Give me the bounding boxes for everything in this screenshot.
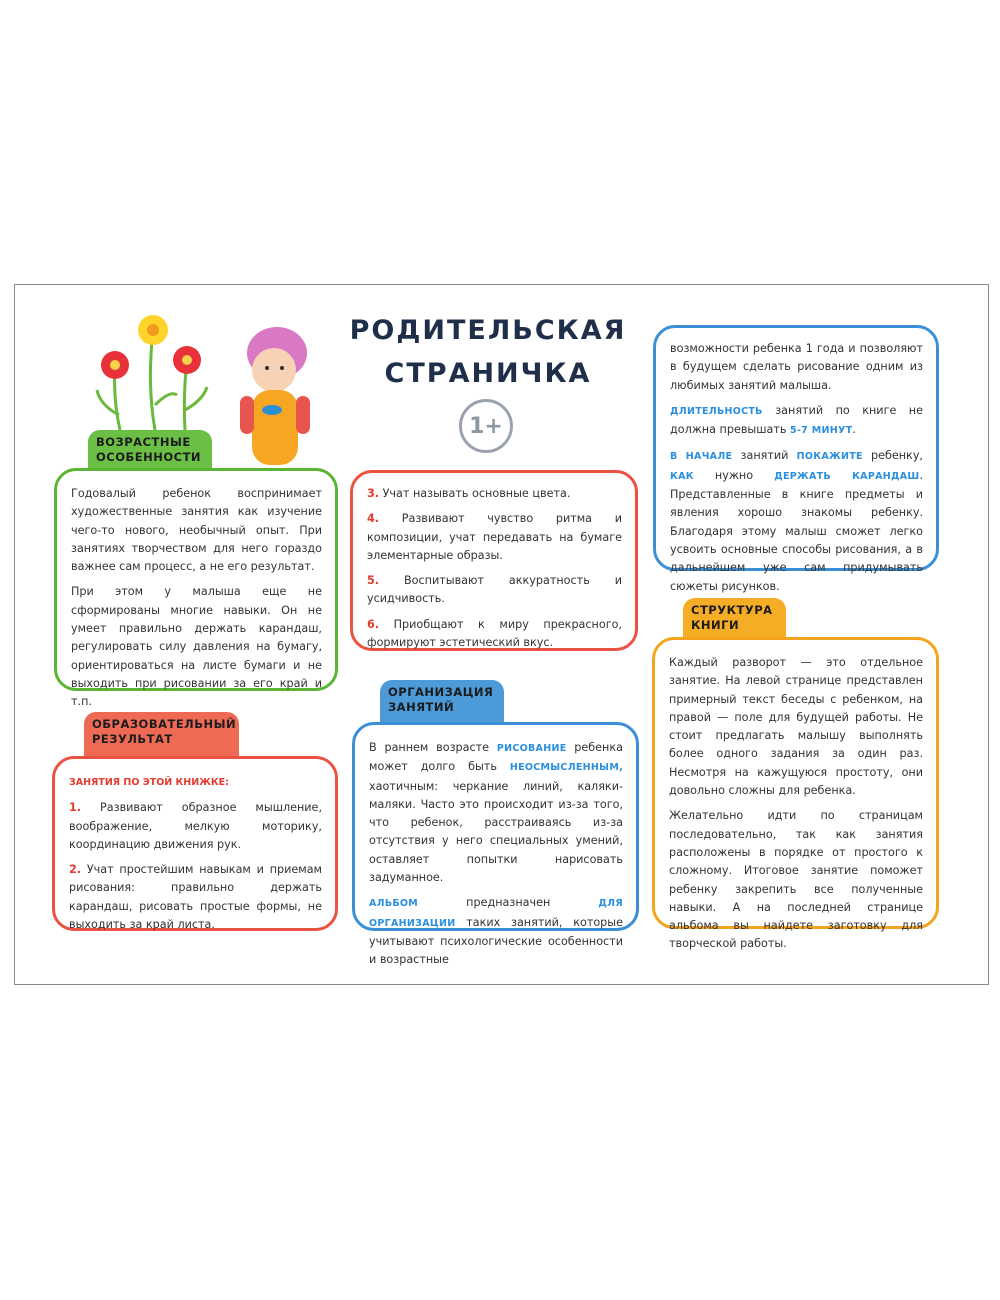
text: В раннем возрасте	[369, 741, 497, 754]
structure-tab: СТРУКТУРА КНИГИ	[683, 598, 786, 639]
item-num: 4.	[367, 512, 380, 526]
edu-intro: ЗАНЯТИЯ ПО ЭТОЙ КНИЖКЕ:	[69, 777, 229, 788]
item-num: 3.	[367, 487, 380, 500]
text: ребенку,	[862, 449, 923, 463]
structure-box	[652, 637, 939, 951]
paragraph: возможности ребенка 1 года и позволяют в будущем сделать рисование одним из любимых занятий малыша.	[670, 342, 923, 392]
page-title-line2: СТРАНИЧКА	[384, 358, 592, 389]
item-num: 2.	[69, 863, 82, 877]
paragraph: При этом у малыша еще не сформированы многие навыки. Он не умеет правильно держать карандаш, регулировать силу давления на бумагу, ориентироваться на листе бумаги и не выходить при рисовании за его край и т.п.	[71, 585, 322, 709]
text: таких занятий, которые учитывают психологические особенности и возрастные	[369, 915, 623, 967]
text: предназначен	[418, 896, 599, 910]
paragraph: Каждый разворот — это отдельное занятие. На левой странице представлен примерный текст беседы с ребенком, на правой — поле для будущей работы. Не стоит предлагать малышу выполнять более одного задания за один раз. Несмотря на кажущуюся простоту, они довольно сложны для ребенка.	[669, 656, 923, 798]
age-features-tab: ВОЗРАСТНЫЕ ОСОБЕННОСТИ	[88, 430, 212, 470]
item-text: Приобщают к миру прекрасного, формируют эстетический вкус.	[367, 617, 622, 650]
edu-result-tab: ОБРАЗОВАТЕЛЬНЫЙ РЕЗУЛЬТАТ	[84, 712, 239, 759]
item-text: Развивают чувство ритма и композиции, учат передавать на бумаге элементарные образы.	[367, 512, 623, 562]
text: занятий по книге не должна превышать	[670, 403, 923, 437]
organization-continued-box	[653, 325, 939, 593]
text: .	[852, 423, 856, 437]
text: хаотичным: черкание линий, каляки-маляки. Часто это происходит из-за того, что ребенок, расстраиваясь из-за отсутствия у него специальных умений, оставляет попытки нарисовать задуманное.	[369, 779, 623, 885]
edu-result-continued-box	[350, 470, 638, 651]
baby-illustration	[232, 318, 322, 473]
highlight: ДЛИТЕЛЬНОСТЬ	[670, 405, 763, 417]
highlight: В НАЧАЛЕ	[670, 451, 733, 463]
paragraph: Годовалый ребенок воспринимает художественные занятия как изучение чего-то нового, необычный опыт. При занятиях творчеством для него гораздо важнее сам процесс, а не его результат.	[71, 487, 322, 574]
age-features-box	[54, 468, 338, 709]
item-num: 5.	[367, 574, 380, 588]
item-num: 6.	[367, 617, 380, 631]
highlight: АЛЬБОМ	[369, 898, 419, 910]
highlight: ПОКАЖИТЕ	[796, 451, 863, 463]
highlight: ДЛЯ ОРГАНИЗАЦИИ	[369, 898, 623, 929]
highlight: ДЕРЖАТЬ КАРАНДАШ	[774, 470, 920, 482]
age-badge: 1+	[459, 399, 513, 453]
item-num: 1.	[69, 801, 82, 815]
edu-result-box	[52, 756, 338, 931]
highlight: НЕОСМЫСЛЕННЫМ,	[509, 762, 623, 774]
text: . Представленные в книге предметы и явления хорошо знакомы ребенку. Благодаря этому малыш сможет легко усвоить основные способы рисования, а в дальнейшем уже сам придумывать сюжеты рисунков.	[670, 468, 923, 593]
highlight: КАК	[670, 470, 694, 482]
text: занятий	[732, 449, 797, 463]
highlight: РИСОВАНИЕ	[496, 743, 567, 754]
paragraph: Желательно идти по страницам последовательно, так как занятия расположены в порядке от простого к сложному. Итоговое занятие поможет ребенку закрепить все полученные навыки. А на последней странице альбома вы найдете заготовку для творческой работы.	[669, 809, 923, 951]
item-text: Воспитывают аккуратность и усидчивость.	[367, 574, 622, 606]
highlight: 5-7 МИНУТ	[790, 425, 853, 437]
organization-box	[352, 722, 639, 967]
flowers-illustration	[85, 305, 225, 435]
page-title-line1: РОДИТЕЛЬСКАЯ	[349, 315, 627, 346]
item-text: Учат называть основные цвета.	[382, 487, 571, 500]
organization-tab: ОРГАНИЗАЦИЯ ЗАНЯТИЙ	[380, 680, 504, 724]
item-text: Учат простейшим навыкам и приемам рисования: правильно держать карандаш, рисовать простые формы, не выходить за край листа.	[69, 863, 322, 932]
text: ребенка может долго быть	[369, 741, 623, 774]
text: нужно	[693, 468, 775, 482]
item-text: Развивают образное мышление, воображение, мелкую моторику, координацию движения рук.	[69, 801, 322, 851]
